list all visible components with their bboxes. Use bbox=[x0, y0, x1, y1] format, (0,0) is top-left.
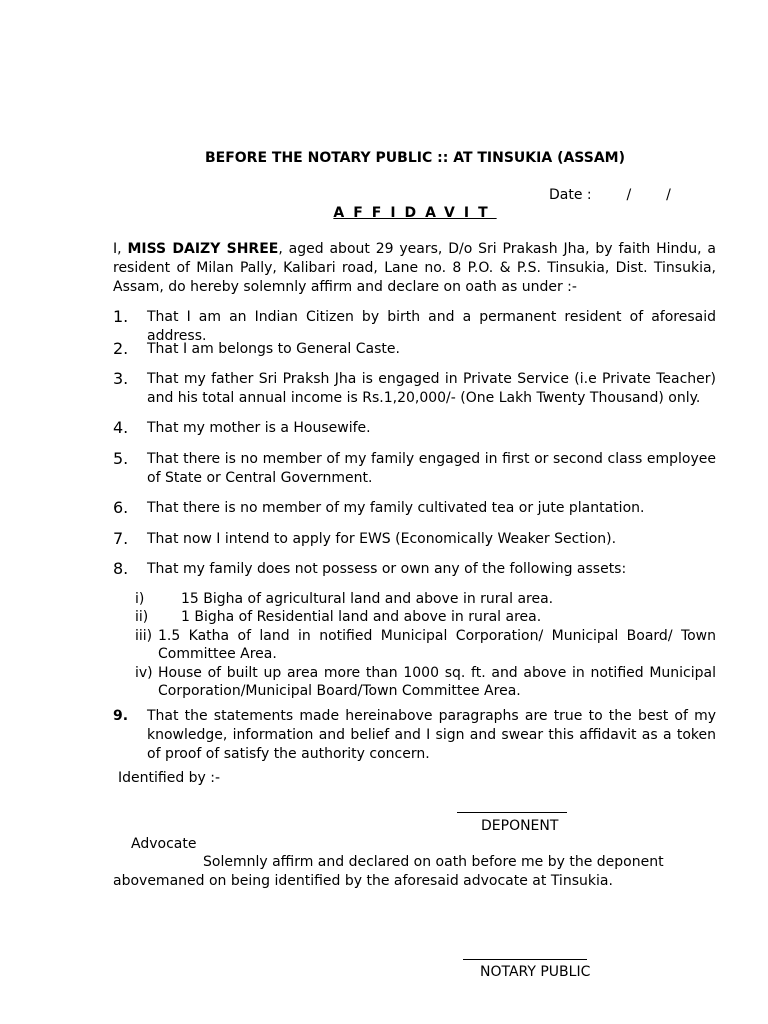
item-number: 4. bbox=[113, 418, 129, 437]
intro-paragraph bbox=[113, 240, 716, 297]
asset-number: i) bbox=[135, 591, 145, 607]
deponent-name: MISS DAIZY SHREE bbox=[127, 241, 279, 257]
intro-prefix: I, bbox=[113, 241, 128, 257]
solemn-affirmation-line-1: Solemnly affirm and declared on oath before me by the deponent bbox=[203, 854, 664, 870]
item-number: 5. bbox=[113, 449, 129, 468]
item-number: 3. bbox=[113, 369, 129, 388]
notary-label: NOTARY PUBLIC bbox=[480, 964, 591, 980]
item-text: That my family does not possess or own any of the following assets: bbox=[147, 561, 627, 577]
asset-text: House of built up area more than 1000 sq. ft. and above in notified Municipal Corporation/Municipal Board/Town Committee Area. bbox=[158, 665, 716, 699]
date-separator: / bbox=[626, 187, 632, 203]
item-text: That my mother is a Housewife. bbox=[147, 420, 371, 436]
document-heading: BEFORE THE NOTARY PUBLIC :: AT TINSUKIA (ASSAM) bbox=[204, 150, 625, 166]
date-field bbox=[549, 187, 671, 203]
item-number: 9. bbox=[113, 708, 129, 724]
date-label: Date : bbox=[549, 187, 592, 203]
document-title: AFFIDAVIT bbox=[333, 205, 497, 221]
date-separator: / bbox=[666, 187, 671, 203]
notary-signature-line bbox=[463, 959, 587, 960]
item-text: That I am an Indian Citizen by birth and a permanent resident of aforesaid address. bbox=[147, 309, 716, 344]
item-text: That now I intend to apply for EWS (Economically Weaker Section). bbox=[147, 531, 617, 547]
item-text: That the statements made hereinabove paragraphs are true to the best of my knowledge, information and belief and I sign and swear this affidavit as a token of proof of satisfy the authority concern. bbox=[147, 708, 716, 762]
deponent-signature-line bbox=[457, 812, 567, 813]
intro-text: , aged about 29 years, D/o Sri Prakash Jha, by faith Hindu, a resident of Milan Pally, Kalibari road, Lane no. 8 P.O. & P.S. Tinsukia, Dist. Tinsukia, Assam, do hereby solemnly affirm and declare on oath as under :- bbox=[113, 241, 716, 295]
item-text: That I am belongs to General Caste. bbox=[147, 341, 400, 357]
item-text: That there is no member of my family cultivated tea or jute plantation. bbox=[147, 500, 645, 516]
solemn-affirmation-line-2: abovemaned on being identified by the aforesaid advocate at Tinsukia. bbox=[113, 873, 613, 889]
advocate-label: Advocate bbox=[131, 836, 197, 852]
item-number: 6. bbox=[113, 498, 129, 517]
item-number: 7. bbox=[113, 529, 129, 548]
item-text: That my father Sri Praksh Jha is engaged in Private Service (i.e Private Teacher) and his total annual income is Rs.1,20,000/- (One Lakh Twenty Thousand) only. bbox=[147, 371, 716, 406]
identified-by-label: Identified by :- bbox=[118, 770, 221, 786]
item-text: That there is no member of my family engaged in first or second class employee of State or Central Government. bbox=[147, 451, 716, 486]
asset-text: 1 Bigha of Residential land and above in rural area. bbox=[181, 609, 542, 625]
asset-number: iii) bbox=[135, 628, 153, 644]
asset-number: ii) bbox=[135, 609, 149, 625]
deponent-label: DEPONENT bbox=[481, 818, 559, 834]
item-number: 8. bbox=[113, 559, 129, 578]
item-number: 2. bbox=[113, 339, 129, 358]
asset-number: iv) bbox=[135, 665, 153, 681]
asset-text: 1.5 Katha of land in notified Municipal Corporation/ Municipal Board/ Town Committee Area. bbox=[158, 628, 716, 662]
item-number: 1. bbox=[113, 307, 129, 326]
asset-text: 15 Bigha of agricultural land and above in rural area. bbox=[181, 591, 554, 607]
